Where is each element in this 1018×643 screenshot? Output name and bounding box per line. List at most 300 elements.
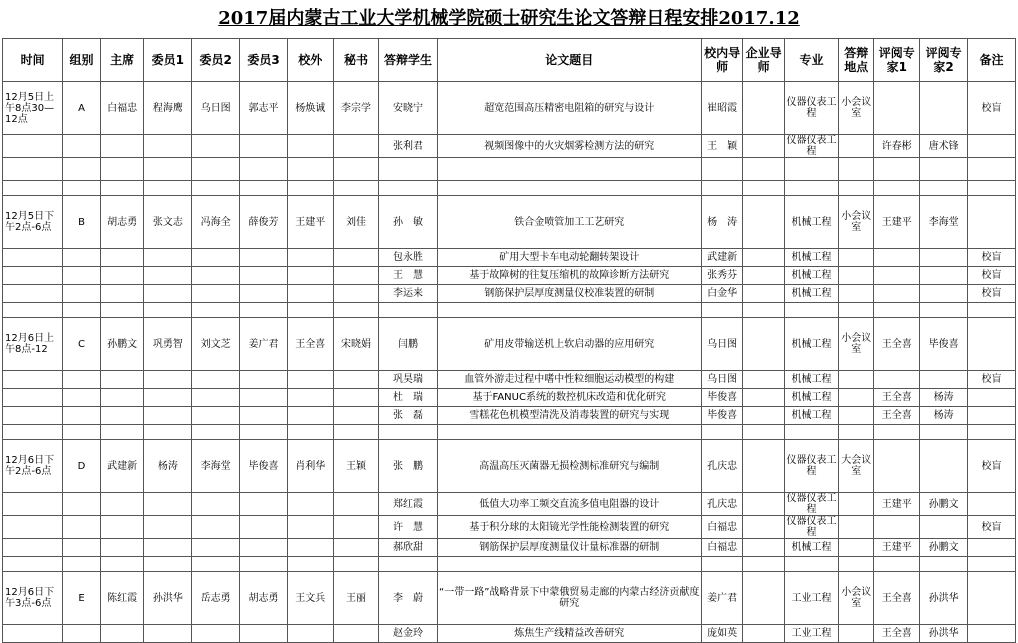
table-cell	[100, 493, 144, 516]
table-cell	[968, 493, 1016, 516]
table-cell: 张 鹏	[379, 440, 437, 493]
table-cell	[240, 371, 288, 389]
table-cell	[743, 539, 785, 557]
table-cell	[743, 389, 785, 407]
table-cell	[333, 285, 379, 303]
column-header: 备注	[968, 39, 1016, 82]
table-cell: 李海堂	[920, 196, 968, 249]
column-header: 答辩学生	[379, 39, 437, 82]
table-cell: 张 磊	[379, 407, 437, 425]
table-cell	[874, 371, 920, 389]
table-cell	[920, 557, 968, 572]
table-row	[3, 249, 1016, 267]
table-cell	[701, 425, 743, 440]
separator-row	[3, 181, 1016, 196]
table-cell	[379, 303, 437, 318]
table-cell	[743, 440, 785, 493]
table-cell	[240, 303, 288, 318]
table-cell: 王 颖	[701, 135, 743, 158]
table-cell	[333, 267, 379, 285]
table-cell	[63, 158, 100, 181]
table-cell	[920, 516, 968, 539]
table-cell	[144, 516, 192, 539]
table-cell	[192, 425, 240, 440]
table-cell	[192, 371, 240, 389]
table-cell	[784, 557, 838, 572]
column-header: 校外	[287, 39, 333, 82]
table-cell: 仪器仪表工程	[784, 493, 838, 516]
table-cell	[3, 425, 63, 440]
table-cell	[743, 135, 785, 158]
table-cell	[100, 516, 144, 539]
table-cell: 巩昊瑞	[379, 371, 437, 389]
table-cell	[379, 425, 437, 440]
table-cell: 仪器仪表工程	[784, 82, 838, 135]
table-cell: 矿用大型卡车电动轮翻转架设计	[437, 249, 701, 267]
table-cell: 乌日图	[701, 318, 743, 371]
table-cell: 孙鹏文	[920, 493, 968, 516]
table-cell	[743, 267, 785, 285]
table-row	[3, 318, 1016, 371]
table-cell	[839, 425, 874, 440]
table-cell: 杨涛	[920, 407, 968, 425]
table-cell	[287, 135, 333, 158]
table-cell	[287, 249, 333, 267]
table-cell	[192, 407, 240, 425]
table-cell: 巩勇智	[144, 318, 192, 371]
table-cell	[784, 303, 838, 318]
table-cell: 肖利华	[287, 440, 333, 493]
table-cell: 机械工程	[784, 407, 838, 425]
table-cell: 王全喜	[874, 625, 920, 643]
table-cell: 毕俊喜	[701, 389, 743, 407]
table-cell	[63, 371, 100, 389]
table-cell	[287, 158, 333, 181]
table-cell: 白福忠	[701, 516, 743, 539]
table-cell	[920, 267, 968, 285]
table-cell	[701, 158, 743, 181]
table-cell: 12月6日下午2点-6点	[3, 440, 63, 493]
table-cell: 许 慧	[379, 516, 437, 539]
column-header: 时间	[3, 39, 63, 82]
table-cell	[333, 135, 379, 158]
table-cell	[63, 425, 100, 440]
table-cell: 李运来	[379, 285, 437, 303]
table-cell	[144, 135, 192, 158]
table-cell: 孔庆忠	[701, 440, 743, 493]
table-cell	[192, 539, 240, 557]
table-cell: 工业工程	[784, 572, 838, 625]
table-cell	[333, 539, 379, 557]
table-row	[3, 371, 1016, 389]
table-cell: 王全喜	[874, 318, 920, 371]
table-cell	[968, 407, 1016, 425]
table-cell	[839, 539, 874, 557]
table-cell	[192, 158, 240, 181]
table-cell	[192, 181, 240, 196]
table-cell	[874, 285, 920, 303]
table-cell	[333, 407, 379, 425]
table-cell	[968, 557, 1016, 572]
table-cell	[63, 539, 100, 557]
table-cell	[63, 135, 100, 158]
table-cell: 血管外游走过程中嗜中性粒细胞运动模型的构建	[437, 371, 701, 389]
table-cell	[3, 371, 63, 389]
table-cell: 许春彬	[874, 135, 920, 158]
table-cell	[839, 267, 874, 285]
table-cell: “一带一路”战略背景下中蒙俄贸易走廊的内蒙古经济贡献度研究	[437, 572, 701, 625]
table-cell: 钢筋保护层厚度测量仪校准装置的研制	[437, 285, 701, 303]
table-cell	[3, 539, 63, 557]
table-cell	[874, 158, 920, 181]
table-row	[3, 516, 1016, 539]
table-cell	[63, 285, 100, 303]
table-cell: 毕俊喜	[701, 407, 743, 425]
table-cell	[100, 135, 144, 158]
table-cell	[920, 285, 968, 303]
table-cell: 校盲	[968, 249, 1016, 267]
table-cell: 基于积分球的太阳镜光学性能检测装置的研究	[437, 516, 701, 539]
table-cell: 王文兵	[287, 572, 333, 625]
table-cell: 岳志勇	[192, 572, 240, 625]
table-cell	[874, 425, 920, 440]
table-cell	[839, 389, 874, 407]
table-cell: 孙鹏文	[100, 318, 144, 371]
table-cell	[743, 425, 785, 440]
table-cell	[743, 371, 785, 389]
table-cell	[839, 158, 874, 181]
table-cell	[839, 249, 874, 267]
table-cell	[144, 539, 192, 557]
table-cell	[920, 425, 968, 440]
table-row	[3, 389, 1016, 407]
table-cell: D	[63, 440, 100, 493]
table-cell	[874, 557, 920, 572]
table-cell: 毕俊喜	[920, 318, 968, 371]
table-cell	[144, 285, 192, 303]
table-cell	[144, 493, 192, 516]
table-cell	[968, 572, 1016, 625]
table-cell: 王建平	[874, 539, 920, 557]
table-cell	[920, 158, 968, 181]
table-cell	[920, 440, 968, 493]
table-cell	[3, 516, 63, 539]
table-cell: 矿用皮带输送机上软启动器的应用研究	[437, 318, 701, 371]
table-cell	[920, 181, 968, 196]
table-cell	[333, 557, 379, 572]
table-cell	[3, 267, 63, 285]
table-cell: 王建平	[874, 493, 920, 516]
table-cell	[743, 303, 785, 318]
table-cell	[63, 249, 100, 267]
table-cell: 郑红霞	[379, 493, 437, 516]
table-cell	[63, 407, 100, 425]
table-cell: 雪糕花色机模型清洗及消毒装置的研究与实现	[437, 407, 701, 425]
table-cell: 姜广君	[240, 318, 288, 371]
table-cell: 王丽	[333, 572, 379, 625]
table-cell: 李海堂	[192, 440, 240, 493]
table-cell: 唐术锋	[920, 135, 968, 158]
table-cell	[3, 625, 63, 643]
table-cell	[3, 303, 63, 318]
table-cell	[287, 407, 333, 425]
table-cell: 杨涛	[144, 440, 192, 493]
table-cell	[874, 267, 920, 285]
table-cell: 陈红霞	[100, 572, 144, 625]
table-cell: 视频图像中的火灾烟雾检测方法的研究	[437, 135, 701, 158]
table-cell: 校盲	[968, 371, 1016, 389]
table-cell	[743, 158, 785, 181]
table-cell	[240, 516, 288, 539]
separator-row	[3, 303, 1016, 318]
table-cell: 薛俊芳	[240, 196, 288, 249]
table-cell	[240, 158, 288, 181]
table-cell: 王建平	[874, 196, 920, 249]
table-cell: 张利君	[379, 135, 437, 158]
table-cell: 闫鹏	[379, 318, 437, 371]
table-cell: C	[63, 318, 100, 371]
table-cell	[333, 516, 379, 539]
table-cell	[63, 303, 100, 318]
table-cell	[968, 181, 1016, 196]
table-cell	[839, 625, 874, 643]
table-cell: 冯海全	[192, 196, 240, 249]
table-row	[3, 82, 1016, 135]
table-cell	[144, 267, 192, 285]
table-cell: 孙 敏	[379, 196, 437, 249]
table-cell	[743, 493, 785, 516]
table-cell	[968, 303, 1016, 318]
table-cell	[144, 158, 192, 181]
table-cell	[287, 303, 333, 318]
table-cell: 王颖	[333, 440, 379, 493]
table-row	[3, 493, 1016, 516]
table-cell	[144, 371, 192, 389]
table-cell	[3, 407, 63, 425]
table-cell: 杜 瑞	[379, 389, 437, 407]
table-cell: 安晓宁	[379, 82, 437, 135]
table-cell	[144, 557, 192, 572]
table-cell	[839, 516, 874, 539]
table-cell	[192, 135, 240, 158]
table-cell	[100, 389, 144, 407]
table-cell: 机械工程	[784, 539, 838, 557]
table-cell: 低值大功率工频交直流多值电阻器的设计	[437, 493, 701, 516]
table-cell	[287, 493, 333, 516]
table-row	[3, 407, 1016, 425]
table-cell	[379, 181, 437, 196]
table-cell	[63, 625, 100, 643]
table-cell	[287, 539, 333, 557]
table-cell	[100, 425, 144, 440]
table-cell	[240, 425, 288, 440]
table-cell	[333, 303, 379, 318]
table-cell	[3, 158, 63, 181]
table-cell: 王全喜	[874, 389, 920, 407]
table-cell: 工业工程	[784, 625, 838, 643]
table-cell: 白福忠	[701, 539, 743, 557]
table-cell	[192, 249, 240, 267]
table-cell	[3, 557, 63, 572]
table-cell: 超宽范围高压精密电阻箱的研究与设计	[437, 82, 701, 135]
table-cell: 杨焕诚	[287, 82, 333, 135]
table-cell	[144, 249, 192, 267]
table-cell	[100, 407, 144, 425]
table-cell: 程海鹰	[144, 82, 192, 135]
table-cell: 包永胜	[379, 249, 437, 267]
table-cell	[240, 135, 288, 158]
table-cell	[100, 539, 144, 557]
table-cell	[144, 303, 192, 318]
table-cell: 王全喜	[874, 572, 920, 625]
table-cell: 胡志勇	[240, 572, 288, 625]
table-cell	[379, 158, 437, 181]
table-cell: 机械工程	[784, 267, 838, 285]
table-cell	[240, 249, 288, 267]
table-cell: 机械工程	[784, 389, 838, 407]
table-cell: 乌日图	[701, 371, 743, 389]
table-cell	[240, 625, 288, 643]
table-cell	[287, 625, 333, 643]
table-cell: 校盲	[968, 285, 1016, 303]
table-cell	[968, 318, 1016, 371]
table-cell: 王全喜	[287, 318, 333, 371]
table-cell	[3, 285, 63, 303]
table-cell	[240, 493, 288, 516]
table-cell	[743, 82, 785, 135]
table-cell	[333, 493, 379, 516]
column-header: 评阅专家1	[874, 39, 920, 82]
table-cell	[743, 516, 785, 539]
table-cell: 王 慧	[379, 267, 437, 285]
table-cell: 校盲	[968, 267, 1016, 285]
table-cell	[240, 557, 288, 572]
table-cell	[144, 389, 192, 407]
table-cell	[920, 82, 968, 135]
table-cell	[839, 303, 874, 318]
table-cell	[437, 181, 701, 196]
table-cell	[437, 158, 701, 181]
column-header: 答辩地点	[839, 39, 874, 82]
table-cell	[287, 557, 333, 572]
table-cell: 小会议室	[839, 318, 874, 371]
table-cell	[839, 371, 874, 389]
table-cell: 宋晓娟	[333, 318, 379, 371]
table-cell	[874, 249, 920, 267]
table-cell	[968, 158, 1016, 181]
column-header: 秘书	[333, 39, 379, 82]
column-header: 专业	[784, 39, 838, 82]
column-header: 企业导师	[743, 39, 785, 82]
table-cell	[287, 181, 333, 196]
table-cell	[784, 158, 838, 181]
table-cell	[240, 285, 288, 303]
table-cell	[379, 557, 437, 572]
table-cell	[3, 493, 63, 516]
table-cell	[240, 181, 288, 196]
table-cell: 铁合金喷管加工工艺研究	[437, 196, 701, 249]
table-cell	[192, 625, 240, 643]
table-cell	[192, 267, 240, 285]
table-cell	[192, 303, 240, 318]
table-cell: 校盲	[968, 82, 1016, 135]
table-cell	[333, 389, 379, 407]
table-cell: 郭志平	[240, 82, 288, 135]
table-cell: 庞如英	[701, 625, 743, 643]
table-cell	[839, 557, 874, 572]
table-cell	[874, 516, 920, 539]
table-cell	[968, 389, 1016, 407]
table-cell	[743, 249, 785, 267]
header-row	[3, 39, 1016, 82]
table-cell	[192, 516, 240, 539]
table-cell	[839, 407, 874, 425]
table-cell	[968, 135, 1016, 158]
table-cell: B	[63, 196, 100, 249]
table-cell: 机械工程	[784, 196, 838, 249]
table-cell: 杨涛	[920, 389, 968, 407]
table-cell	[63, 493, 100, 516]
table-cell: 校盲	[968, 440, 1016, 493]
table-cell	[743, 196, 785, 249]
table-row	[3, 196, 1016, 249]
table-cell	[743, 572, 785, 625]
table-cell	[333, 625, 379, 643]
table-cell: 小会议室	[839, 572, 874, 625]
table-cell	[839, 493, 874, 516]
table-cell: 机械工程	[784, 318, 838, 371]
column-header: 论文题目	[437, 39, 701, 82]
table-cell	[3, 181, 63, 196]
column-header: 组别	[63, 39, 100, 82]
table-cell	[100, 625, 144, 643]
table-cell: 杨 涛	[701, 196, 743, 249]
table-cell: 机械工程	[784, 249, 838, 267]
separator-row	[3, 557, 1016, 572]
table-cell	[144, 181, 192, 196]
table-cell: 崔昭霞	[701, 82, 743, 135]
table-cell	[240, 267, 288, 285]
table-cell	[63, 516, 100, 539]
table-cell: 孔庆忠	[701, 493, 743, 516]
table-cell: 12月5日下午2点-6点	[3, 196, 63, 249]
table-cell	[100, 371, 144, 389]
table-cell	[287, 285, 333, 303]
table-cell	[743, 181, 785, 196]
table-cell	[920, 249, 968, 267]
table-cell: 王建平	[287, 196, 333, 249]
table-cell	[743, 285, 785, 303]
table-cell	[144, 425, 192, 440]
table-cell	[333, 181, 379, 196]
table-cell: 姜广君	[701, 572, 743, 625]
table-cell	[100, 285, 144, 303]
table-cell: 乌日图	[192, 82, 240, 135]
table-cell: 机械工程	[784, 371, 838, 389]
table-cell	[701, 303, 743, 318]
table-cell	[968, 425, 1016, 440]
table-cell: 毕俊喜	[240, 440, 288, 493]
table-cell	[240, 389, 288, 407]
table-cell	[839, 135, 874, 158]
table-cell	[784, 181, 838, 196]
table-cell	[920, 303, 968, 318]
table-cell	[100, 557, 144, 572]
table-cell	[839, 181, 874, 196]
table-cell	[287, 267, 333, 285]
table-cell: 基于FANUC系统的数控机床改造和优化研究	[437, 389, 701, 407]
table-cell	[100, 267, 144, 285]
